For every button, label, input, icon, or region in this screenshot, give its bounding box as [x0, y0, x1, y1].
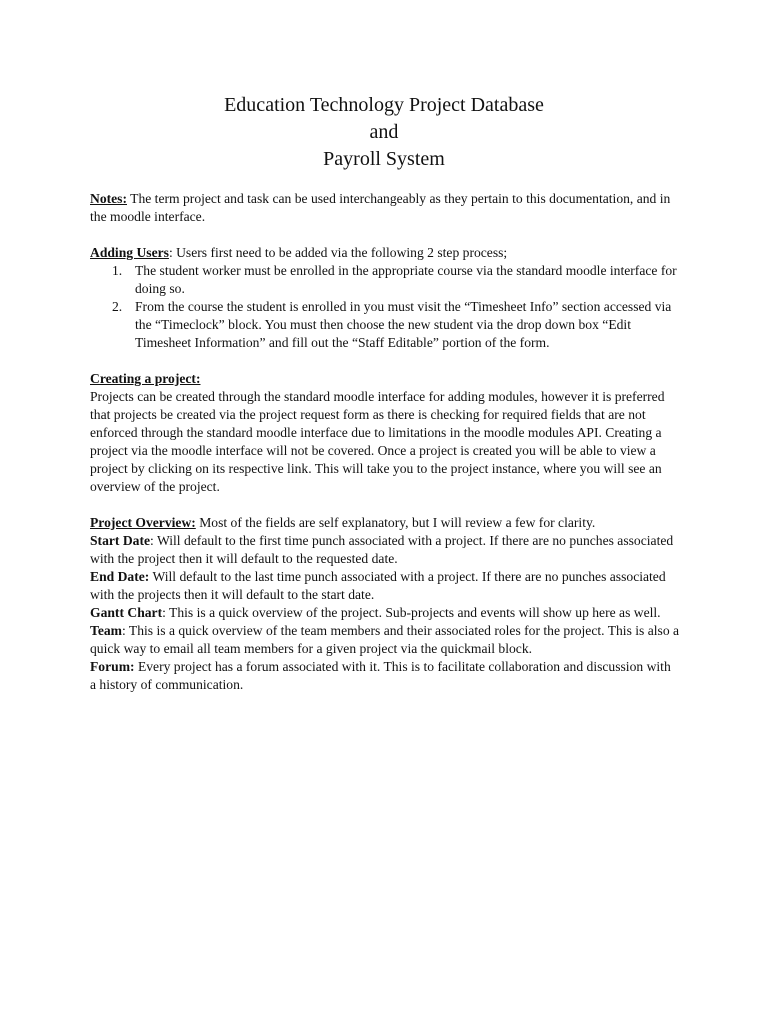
field-end-date	[90, 568, 680, 604]
field-text: Will default to the last time punch associated with a project. If there are no punches associated with the projects then it will default to the start date.	[90, 569, 666, 602]
title-line-3: Payroll System	[323, 148, 445, 170]
creating-project-heading	[90, 370, 680, 388]
project-overview-label: Project Overview:	[90, 515, 196, 530]
field-text: : This is a quick overview of the team members and their associated roles for the project. This is also a quick way to email all team members for a given project via the quickmail block.	[90, 623, 680, 656]
field-label: Gantt Chart	[90, 605, 163, 620]
creating-project-text: Projects can be created through the standard moodle interface for adding modules, however it is preferred that projects be created via the project request form as there is checking for required fields that are not enforced through the standard moodle interface due to limitations in the moodle modules API. Creating a project via the moodle interface will not be covered. Once a project is created you will be able to view a project by clicking on its respective link. This will take you to the project instance, where you will see an overview of the project.	[90, 389, 665, 494]
adding-users-paragraph	[90, 244, 680, 262]
field-text: : Will default to the first time punch associated with a project. If there are no punches associated with the project then it will default to the requested date.	[90, 533, 674, 566]
field-label: Start Date	[90, 533, 151, 548]
project-overview-paragraph	[90, 514, 680, 532]
notes-text: The term project and task can be used interchangeably as they pertain to this documentation, and in the moodle interface.	[90, 191, 671, 224]
document-title	[0, 92, 768, 173]
field-text: : This is a quick overview of the project. Sub-projects and events will show up here as well.	[162, 605, 661, 620]
field-forum	[90, 658, 680, 694]
field-gantt-chart	[90, 604, 680, 622]
title-line-2: and	[369, 121, 399, 143]
notes-paragraph	[90, 190, 680, 226]
step-number: 1.	[112, 263, 123, 278]
title-line-1: Education Technology Project Database	[224, 94, 544, 116]
field-label: Team	[90, 623, 122, 638]
step-text: From the course the student is enrolled in you must visit the “Timesheet Info” section accessed via the “Timeclock” block. You must then choose the new student via the drop down box “Edit Timesheet Information” and fill out the “Staff Editable” portion of the form.	[135, 299, 672, 350]
adding-users-steps	[90, 262, 680, 352]
field-team	[90, 622, 680, 658]
field-label: Forum:	[90, 659, 135, 674]
list-item	[90, 298, 680, 352]
step-number: 2.	[112, 299, 123, 314]
document-body	[90, 190, 680, 694]
field-text: Every project has a forum associated with it. This is to facilitate collaboration and discussion with a history of communication.	[90, 659, 671, 692]
project-overview-text: Most of the fields are self explanatory, but I will review a few for clarity.	[195, 515, 596, 530]
list-item	[90, 262, 680, 298]
creating-project-label: Creating a project:	[90, 371, 201, 386]
adding-users-label: Adding Users	[90, 245, 169, 260]
adding-users-text: : Users first need to be added via the following 2 step process;	[168, 245, 508, 260]
step-text: The student worker must be enrolled in the appropriate course via the standard moodle interface for doing so.	[135, 263, 677, 296]
notes-label: Notes:	[90, 191, 127, 206]
field-start-date	[90, 532, 680, 568]
field-label: End Date:	[90, 569, 150, 584]
